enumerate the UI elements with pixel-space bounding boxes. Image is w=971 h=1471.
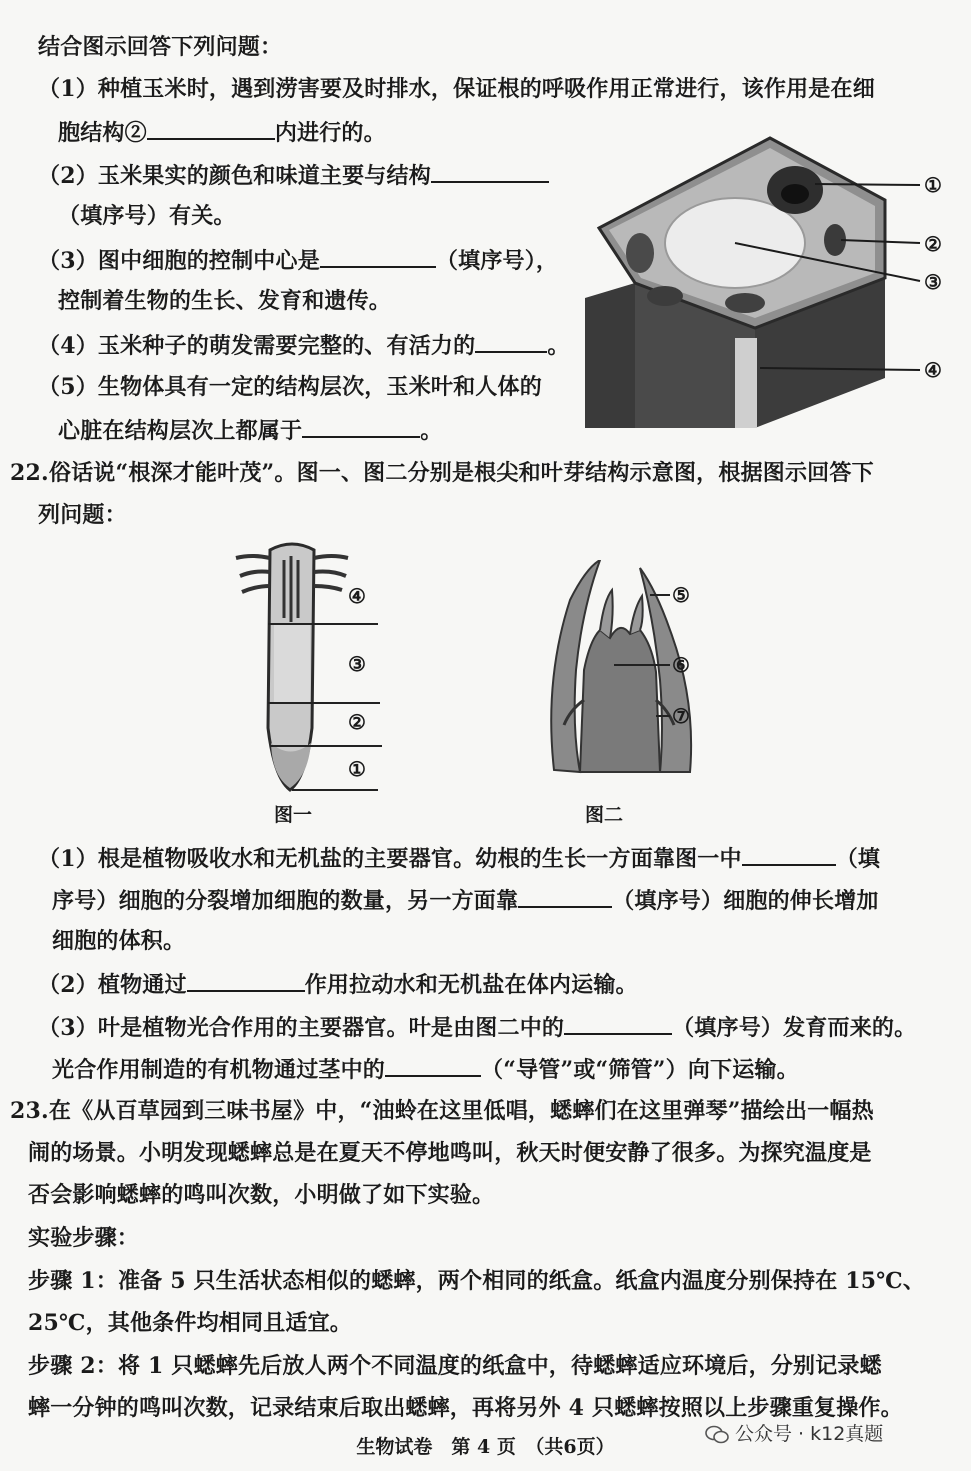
answer-blank[interactable] [302,414,420,438]
q22-part2-text-end: 作用拉动水和无机盐在体内运输。 [304,972,638,998]
q23-steps-heading: 实验步骤： [28,1225,140,1251]
plant-cell-diagram [585,128,965,448]
q22-part3-text: （3）叶是植物光合作用的主要器官。叶是由图二中的 [38,1015,565,1041]
q21-part1-line1: （1）种植玉米时，遇到涝害要及时排水，保证根的呼吸作用正常进行，该作用是在细 [38,76,875,102]
q22-part3-line1 [38,1011,916,1043]
q21-part5-text-end: 。 [420,418,443,444]
q21-part3-text: （3）图中细胞的控制中心是 [38,248,320,274]
root-label-3: ③ [348,652,366,676]
wechat-icon [705,1425,729,1445]
q23-step2-line2: 蟀一分钟的鸣叫次数，记录结束后取出蟋蟀，再将另外 4 只蟋蟀按照以上步骤重复操作。 [28,1395,903,1421]
q22-line2: 列问题： [38,502,127,528]
q22-part1-line3: 细胞的体积。 [52,928,186,954]
q22-part1-text-2: 序号）细胞的分裂增加细胞的数量，另一方面靠 [52,888,519,914]
q22-part3-text-2: 光合作用制造的有机物通过茎中的 [52,1057,386,1083]
q22-part2 [38,968,638,1000]
q22-part1-text-3: （填序号）细胞的伸长增加 [612,888,879,914]
q21-part5-line1: （5）生物体具有一定的结构层次，玉米叶和人体的 [38,374,542,400]
cell-label-1: ① [924,173,942,197]
q22-line1: 22.俗话说“根深才能叶茂”。图一、图二分别是根尖和叶芽结构示意图，根据图示回答下 [10,460,874,486]
watermark-text: 公众号 · k12真题 [735,1423,884,1445]
q22-part3-line2 [52,1053,799,1085]
q22-part1-text: （1）根是植物吸收水和无机盐的主要器官。幼根的生长一方面靠图一中 [38,846,742,872]
answer-blank[interactable] [147,116,275,140]
figure-2-caption: 图二 [585,804,624,826]
answer-blank[interactable] [431,159,549,183]
q21-part4-text-end: 。 [547,333,570,359]
q21-part1-text-end: 内进行的。 [274,120,386,146]
bud-label-7: ⑦ [672,704,690,728]
q21-part3-line2: 控制着生物的生长、发育和遗传。 [58,288,392,314]
q23-step1-line1: 步骤 1：准备 5 只生活状态相似的蟋蟀，两个相同的纸盒。纸盒内温度分别保持在 15℃、 [28,1268,926,1294]
q21-part2-text: （2）玉米果实的颜色和味道主要与结构 [38,163,431,189]
answer-blank[interactable] [475,329,547,353]
q21-part4 [38,329,570,361]
q21-part5-line2 [58,414,442,446]
q22-part1-line2 [52,884,879,916]
answer-blank[interactable] [320,244,436,268]
root-tip-diagram [230,538,390,800]
cell-label-4: ④ [924,358,942,382]
q21-part3-line1 [38,244,558,276]
q21-part2-line2: （填序号）有关。 [58,203,236,229]
watermark [705,1419,883,1446]
answer-blank[interactable] [187,968,305,992]
root-label-4: ④ [348,584,366,608]
answer-blank[interactable] [385,1053,481,1077]
q21-part1-text: 胞结构② [58,120,147,146]
answer-blank[interactable] [518,884,612,908]
page-footer: 生物试卷 第 4 页 （共6页） [356,1436,615,1458]
q23-line2: 闹的场景。小明发现蟋蟀总是在夏天不停地鸣叫，秋天时便安静了很多。为探究温度是 [28,1140,872,1166]
q22-part3-text-end: （填序号）发育而来的。 [672,1015,917,1041]
q21-part2-line1 [38,159,549,191]
q22-part3-text-3: （“导管”或“筛管”）向下运输。 [481,1057,799,1083]
root-label-2: ② [348,710,366,734]
q21-part1-line2 [58,116,386,148]
q23-step2-line1: 步骤 2：将 1 只蟋蟀先后放人两个不同温度的纸盒中，待蟋蟀适应环境后，分别记录蟋 [28,1353,882,1379]
answer-blank[interactable] [742,842,836,866]
cell-label-2: ② [924,232,942,256]
answer-blank[interactable] [564,1011,672,1035]
q23-line3: 否会影响蟋蟀的鸣叫次数，小明做了如下实验。 [28,1182,495,1208]
root-label-1: ① [348,757,366,781]
cell-label-3: ③ [924,270,942,294]
q22-part2-text: （2）植物通过 [38,972,187,998]
q23-step1-line2: 25℃，其他条件均相同且适宜。 [28,1310,352,1336]
bud-label-5: ⑤ [672,583,690,607]
q22-part1-line1 [38,842,880,874]
q21-part4-text: （4）玉米种子的萌发需要完整的、有活力的 [38,333,476,359]
figure-1-caption: 图一 [274,804,313,826]
q21-part5-text: 心脏在结构层次上都属于 [58,418,303,444]
q22-part1-text-end: （填 [835,846,881,872]
q23-line1: 23.在《从百草园到三味书屋》中，“油蛉在这里低唱，蟋蟀们在这里弹琴”描绘出一幅热 [10,1098,874,1124]
bud-label-6: ⑥ [672,653,690,677]
q21-intro: 结合图示回答下列问题： [38,34,283,60]
q21-part3-text-end: （填序号）， [435,248,559,274]
